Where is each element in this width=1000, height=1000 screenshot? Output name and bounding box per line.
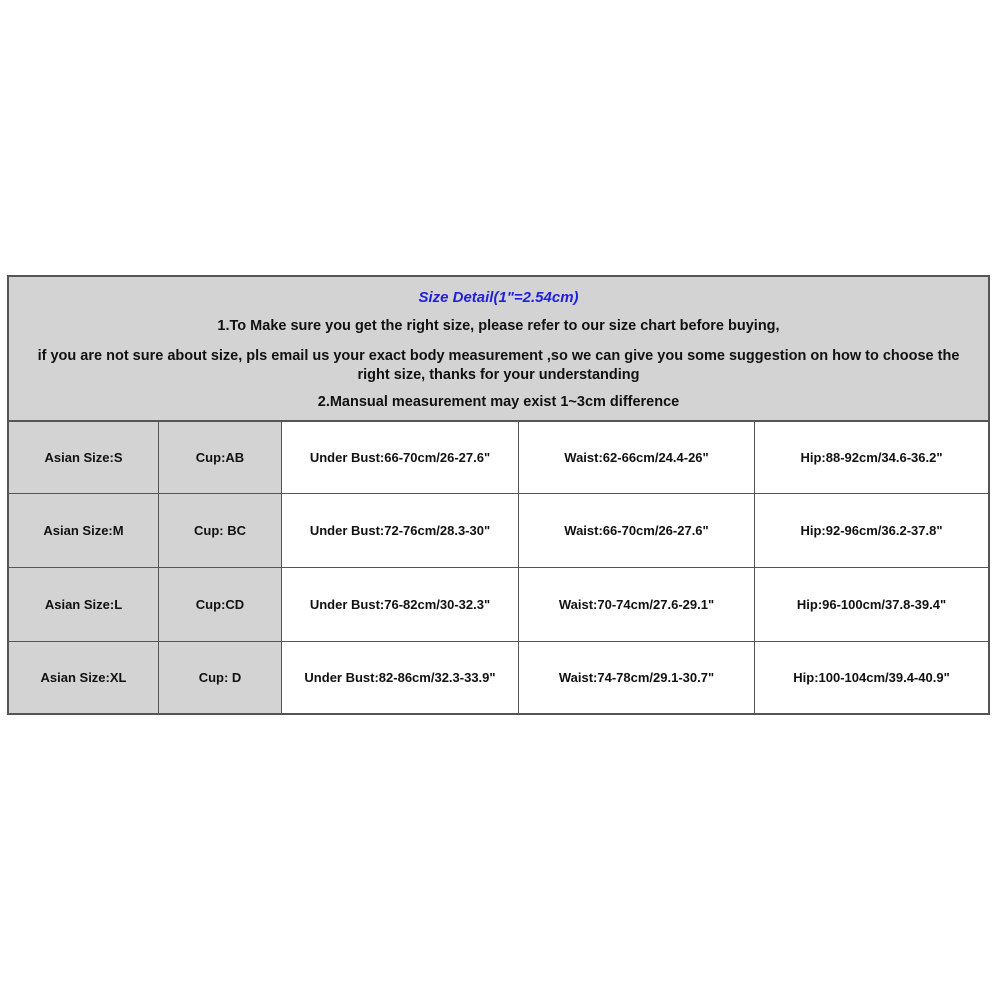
table-cell-size: Asian Size:L (9, 568, 159, 642)
table-cell-under-bust: Under Bust:82-86cm/32.3-33.9" (282, 642, 519, 713)
size-note-2: if you are not sure about size, pls email us your exact body measurement ,so we can give you some suggestion on how to choose the right size, thanks for your understanding (37, 348, 960, 383)
table-cell-under-bust: Under Bust:72-76cm/28.3-30" (282, 494, 519, 568)
table-cell-waist: Waist:70-74cm/27.6-29.1" (519, 568, 755, 642)
size-chart-header (9, 277, 988, 422)
table-cell-cup: Cup: D (159, 642, 282, 713)
table-cell-hip: Hip:100-104cm/39.4-40.9" (793, 670, 950, 685)
table-cell-waist: Waist:74-78cm/29.1-30.7" (519, 642, 755, 713)
table-cell-hip: Hip:96-100cm/37.8-39.4" (755, 568, 988, 642)
table-cell-cup: Cup:CD (159, 568, 282, 642)
table-cell-size: Asian Size:M (9, 494, 159, 568)
size-note-1: 1.To Make sure you get the right size, please refer to our size chart before buying, (217, 318, 780, 334)
table-cell-cup: Cup: BC (159, 494, 282, 568)
table-cell-size: Asian Size:S (9, 422, 159, 494)
size-chart (7, 275, 990, 715)
table-cell-under-bust: Under Bust:76-82cm/30-32.3" (282, 568, 519, 642)
table-cell-waist: Waist:66-70cm/26-27.6" (519, 494, 755, 568)
size-chart-title: Size Detail(1"=2.54cm) (418, 289, 579, 306)
table-cell-waist: Waist:62-66cm/24.4-26" (519, 422, 755, 494)
table-cell-cup: Cup:AB (159, 422, 282, 494)
table-cell-hip: Hip:92-96cm/36.2-37.8" (755, 494, 988, 568)
table-cell-size: Asian Size:XL (9, 642, 159, 713)
size-note-3: 2.Mansual measurement may exist 1~3cm difference (317, 394, 680, 410)
table-cell-hip: Hip:88-92cm/34.6-36.2" (755, 422, 988, 494)
size-table (9, 422, 988, 713)
table-cell-under-bust: Under Bust:66-70cm/26-27.6" (282, 422, 519, 494)
